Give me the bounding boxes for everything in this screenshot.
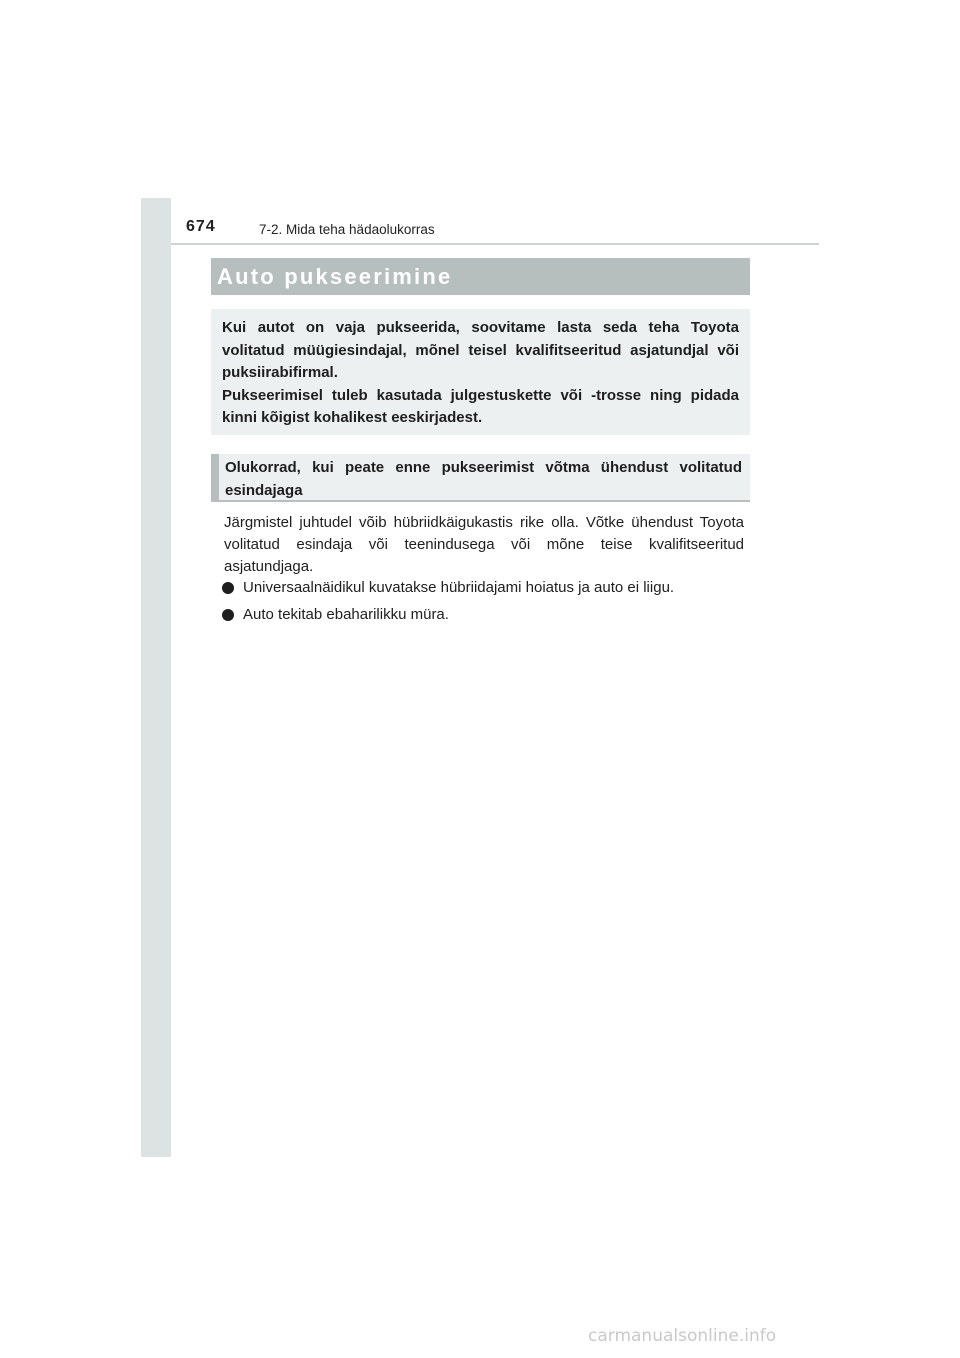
bullet-list — [222, 577, 752, 631]
bullet-text: Auto tekitab ebaharilikku müra. — [243, 606, 449, 623]
side-strip — [141, 198, 171, 1157]
subheading-box — [211, 454, 750, 502]
header-divider — [171, 243, 819, 245]
intro-paragraph-1: Kui autot on vaja pukseerida, soovitame lasta seda teha Toyota volitatud müügiesindajal, mõnel teisel kvalifitseeritud asjatundjal või puksiirabifirmal. — [222, 319, 739, 381]
section-title: 7-2. Mida teha hädaolukorras — [259, 222, 435, 237]
bullet-text: Universaalnäidikul kuvatakse hübriidajami hoiatus ja auto ei liigu. — [243, 579, 675, 596]
subheading: Olukorrad, kui peate enne pukseerimist võtma ühendust volitatud esindajaga — [225, 459, 742, 499]
watermark: carmanualsonline.info — [588, 1326, 777, 1346]
bullet-icon — [222, 582, 234, 594]
title-bar — [211, 258, 750, 295]
list-item — [222, 604, 752, 626]
list-item — [222, 577, 752, 599]
page-number: 674 — [186, 218, 216, 235]
bullet-icon — [222, 609, 234, 621]
body-paragraph: Järgmistel juhtudel võib hübriidkäigukastis rike olla. Võtke ühendust Toyota volitatud esindaja või teenindusega või mõne teise kvalifitseeritud asjatundjaga. — [224, 514, 744, 575]
intro-paragraph-2: Pukseerimisel tuleb kasutada julgestuskette või -trosse ning pidada kinni kõigist kohalikest eeskirjadest. — [222, 386, 739, 426]
intro-box — [211, 309, 750, 435]
page-title: Auto pukseerimine — [217, 264, 453, 289]
